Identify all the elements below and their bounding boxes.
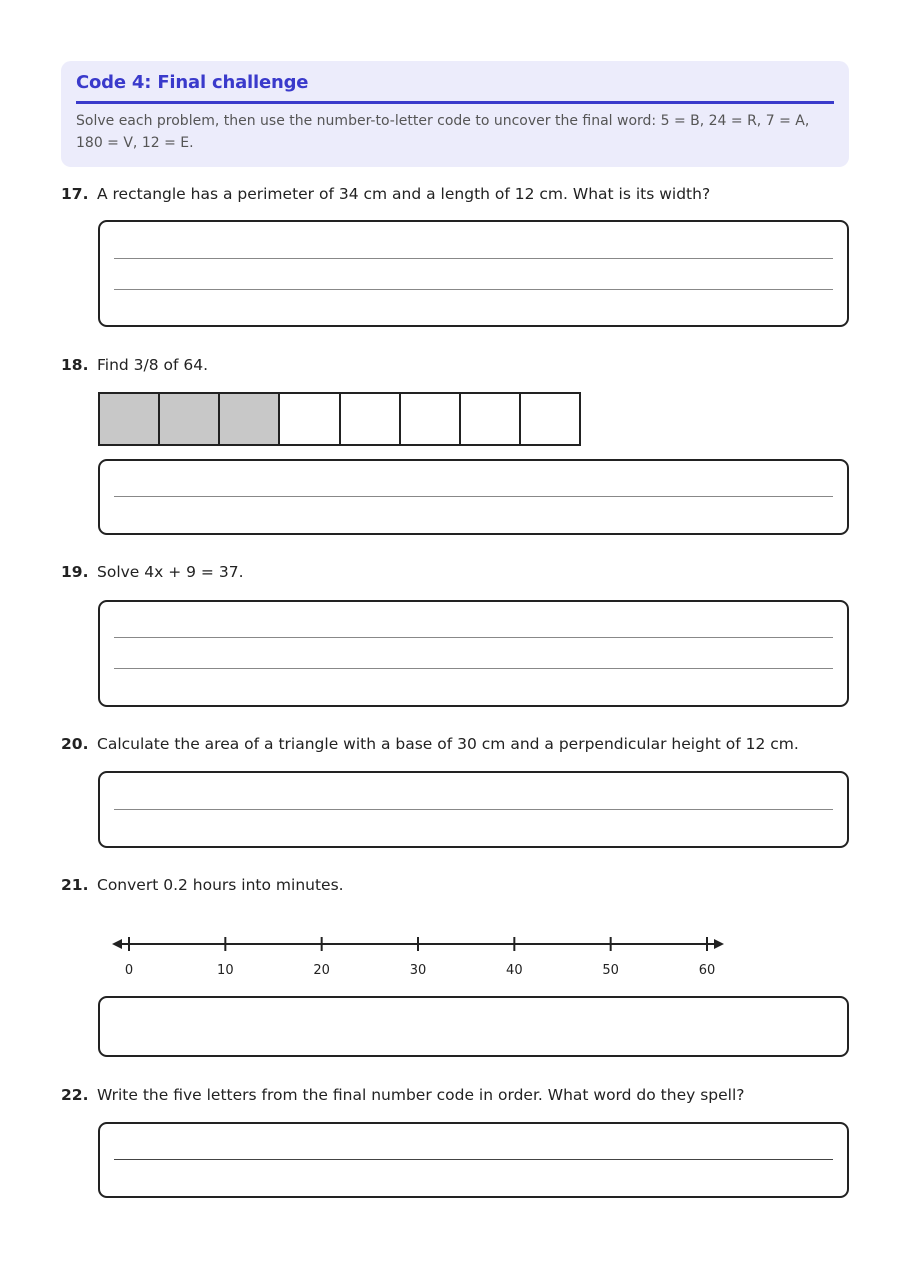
fraction-cell-shaded	[160, 394, 220, 444]
question-18	[61, 356, 208, 374]
answer-line	[114, 809, 833, 810]
question-22	[61, 1086, 745, 1104]
fraction-bar	[98, 392, 581, 446]
question-20	[61, 735, 799, 753]
question-number: 19.	[61, 563, 89, 581]
number-line-tick-label: 50	[602, 963, 619, 978]
left-arrow-icon	[112, 939, 122, 949]
right-arrow-icon	[714, 939, 724, 949]
number-line-tick-label: 20	[313, 963, 330, 978]
answer-box-22[interactable]	[98, 1122, 849, 1198]
answer-line	[114, 1159, 833, 1160]
question-number: 21.	[61, 876, 89, 894]
question-number: 17.	[61, 185, 89, 203]
section-instructions: Solve each problem, then use the number-to-letter code to uncover the final word: 5 = B, 24 = R, 7 = A, 180 = V, 12 = E.	[76, 113, 810, 151]
number-line	[98, 930, 748, 986]
number-line-tick-label: 60	[698, 963, 716, 978]
number-line-tick-label: 0	[124, 963, 134, 978]
fraction-cell-shaded	[100, 394, 160, 444]
section-title: Code 4: Final challenge	[76, 72, 309, 93]
fraction-cell	[341, 394, 401, 444]
question-text: Find 3/8 of 64.	[97, 356, 209, 374]
answer-box-20[interactable]	[98, 771, 849, 848]
answer-line	[114, 668, 833, 669]
answer-box-19[interactable]	[98, 600, 849, 707]
question-17	[61, 185, 710, 203]
question-text: Write the five letters from the final number code in order. What word do they spell?	[97, 1086, 745, 1104]
answer-box-18[interactable]	[98, 459, 849, 535]
number-line-tick-label: 30	[409, 963, 427, 978]
question-number: 22.	[61, 1086, 89, 1104]
question-text: Calculate the area of a triangle with a base of 30 cm and a perpendicular height of 12 cm.	[97, 735, 799, 753]
number-line-tick-label: 40	[506, 963, 523, 978]
answer-line	[114, 289, 833, 290]
question-number: 18.	[61, 356, 89, 374]
title-underline	[76, 101, 834, 104]
question-text: Convert 0.2 hours into minutes.	[97, 876, 344, 894]
answer-line	[114, 637, 833, 638]
answer-line	[114, 258, 833, 259]
question-text: A rectangle has a perimeter of 34 cm and a length of 12 cm. What is its width?	[97, 185, 711, 203]
section-header	[61, 61, 849, 167]
fraction-cell-shaded	[220, 394, 280, 444]
question-21	[61, 876, 344, 894]
fraction-cell	[401, 394, 461, 444]
fraction-cell	[461, 394, 521, 444]
fraction-cell	[521, 394, 579, 444]
answer-box-21[interactable]	[98, 996, 849, 1057]
question-text: Solve 4x + 9 = 37.	[97, 563, 244, 581]
answer-box-17[interactable]	[98, 220, 849, 327]
answer-line	[114, 496, 833, 497]
question-number: 20.	[61, 735, 89, 753]
number-line-tick-label: 10	[217, 963, 234, 978]
question-19	[61, 563, 244, 581]
fraction-cell	[280, 394, 340, 444]
